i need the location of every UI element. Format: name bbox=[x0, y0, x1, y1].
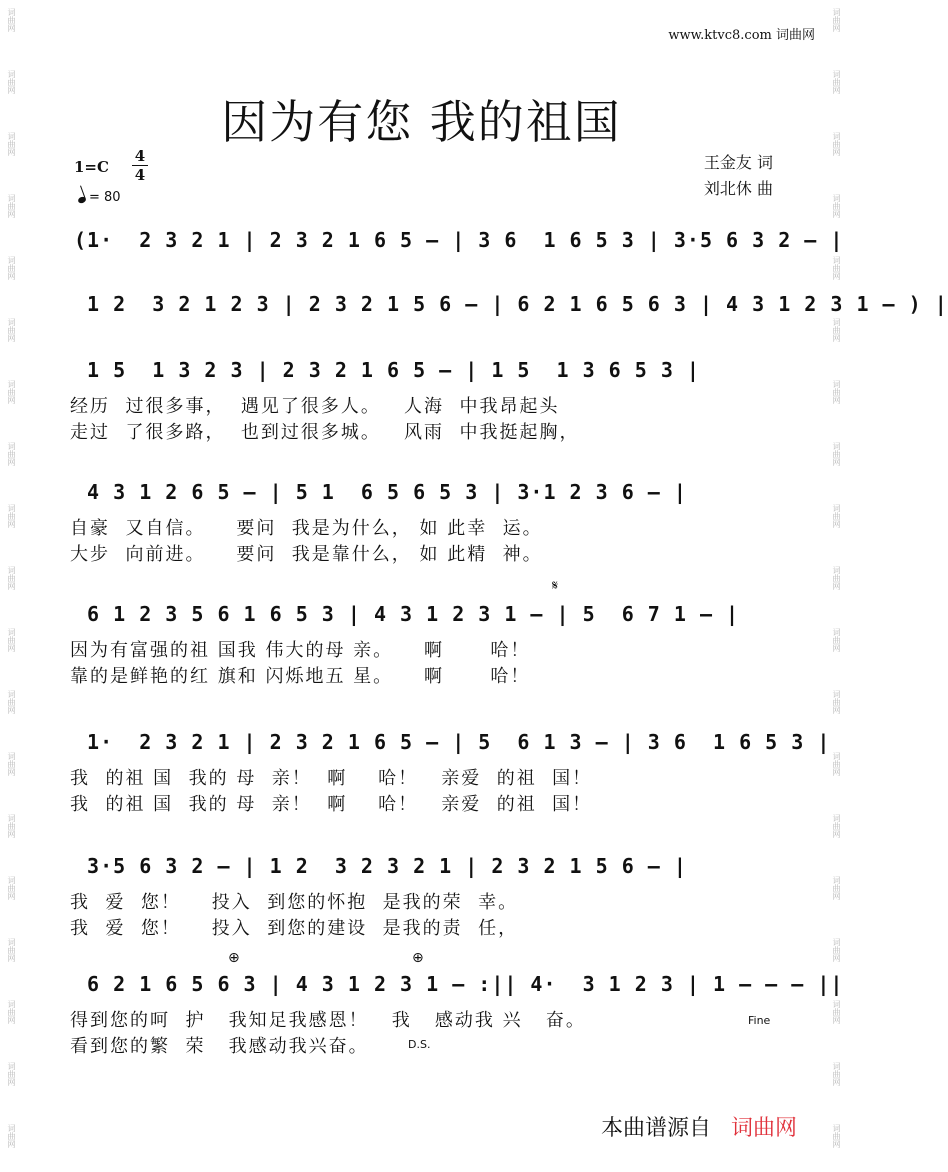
notation-row: 3·5 6 3 2 – | 1 2 3 2 3 2 1 | 2 3 2 1 5 6 – | bbox=[74, 854, 687, 878]
composer-credit: 刘北休 曲 bbox=[703, 179, 773, 198]
watermark-text: 词曲网 bbox=[832, 504, 841, 528]
source-brand-link[interactable]: 词曲网 bbox=[730, 1116, 797, 1141]
watermark-text: 词曲网 bbox=[832, 194, 841, 218]
watermark-text: 词曲网 bbox=[832, 1124, 841, 1148]
time-signature bbox=[132, 148, 148, 183]
segno-mark: 𝄋 bbox=[552, 578, 559, 594]
watermark-text: 词曲网 bbox=[7, 380, 16, 404]
lyric-line: 自豪 又自信。 要问 我是为什么， 如 此幸 运。 bbox=[70, 518, 543, 539]
lyricist-credit: 王金友 词 bbox=[703, 153, 773, 172]
key-signature: 1=C bbox=[74, 158, 109, 176]
coda-mark-2: ⊕ bbox=[412, 950, 424, 966]
watermark-text: 词曲网 bbox=[7, 194, 16, 218]
right-watermark-strip bbox=[827, 0, 841, 1172]
watermark-text: 词曲网 bbox=[7, 132, 16, 156]
watermark-text: 词曲网 bbox=[7, 504, 16, 528]
coda-mark-1: ⊕ bbox=[228, 950, 240, 966]
watermark-text: 词曲网 bbox=[832, 70, 841, 94]
source-label: 本曲谱源自 bbox=[600, 1116, 711, 1141]
watermark-text: 词曲网 bbox=[7, 814, 16, 838]
lyric-line: 我 爱 您！ 投入 到您的建设 是我的责 任， bbox=[70, 918, 519, 939]
watermark-text: 词曲网 bbox=[832, 1062, 841, 1086]
lyric-line: 走过 了很多路， 也到过很多城。 风雨 中我挺起胸， bbox=[70, 422, 580, 443]
watermark-text: 词曲网 bbox=[7, 70, 16, 94]
notation-row: 6 2 1 6 5 6 3 | 4 3 1 2 3 1 – :|| 4· 3 1 2 3 | 1 – – – || bbox=[74, 972, 844, 996]
notation-row: (1· 2 3 2 1 | 2 3 2 1 6 5 – | 3 6 1 6 5 3 | 3·5 6 3 2 – | bbox=[74, 228, 844, 252]
quarter-note-icon bbox=[77, 196, 87, 204]
site-url[interactable]: www.ktvc8.com 词曲网 bbox=[668, 28, 815, 43]
watermark-text: 词曲网 bbox=[832, 566, 841, 590]
watermark-text: 词曲网 bbox=[832, 752, 841, 776]
watermark-text: 词曲网 bbox=[7, 690, 16, 714]
lyric-line: 因为有富强的祖 国我 伟大的母 亲。 啊 哈！ bbox=[70, 640, 531, 661]
left-watermark-strip bbox=[2, 0, 16, 1172]
watermark-text: 词曲网 bbox=[7, 1000, 16, 1024]
watermark-text: 词曲网 bbox=[7, 938, 16, 962]
watermark-text: 词曲网 bbox=[832, 318, 841, 342]
watermark-text: 词曲网 bbox=[832, 442, 841, 466]
watermark-text: 词曲网 bbox=[832, 814, 841, 838]
watermark-text: 词曲网 bbox=[7, 8, 16, 32]
fine-mark: Fine bbox=[748, 1014, 771, 1027]
lyric-line: 大步 向前进。 要问 我是靠什么， 如 此精 神。 bbox=[70, 544, 543, 565]
watermark-text: 词曲网 bbox=[7, 752, 16, 776]
source-footer bbox=[601, 1111, 797, 1142]
watermark-text: 词曲网 bbox=[7, 566, 16, 590]
lyric-line: 经历 过很多事， 遇见了很多人。 人海 中我昂起头 bbox=[70, 396, 560, 417]
lyric-line: 看到您的繁 荣 我感动我兴奋。 bbox=[70, 1036, 369, 1057]
notation-row: 1 5 1 3 2 3 | 2 3 2 1 6 5 – | 1 5 1 3 6 5 3 | bbox=[74, 358, 700, 382]
watermark-text: 词曲网 bbox=[832, 690, 841, 714]
watermark-text: 词曲网 bbox=[832, 256, 841, 280]
watermark-text: 词曲网 bbox=[7, 876, 16, 900]
lyric-line: 我 爱 您！ 投入 到您的怀抱 是我的荣 幸。 bbox=[70, 892, 519, 913]
tempo-marking: = 80 bbox=[78, 190, 121, 205]
notation-row: 1 2 3 2 1 2 3 | 2 3 2 1 5 6 – | 6 2 1 6 5 6 3 | 4 3 1 2 3 1 – ) | bbox=[74, 292, 948, 316]
watermark-text: 词曲网 bbox=[832, 132, 841, 156]
lyric-line: 我 的祖 国 我的 母 亲！ 啊 哈！ 亲爱 的祖 国！ bbox=[70, 768, 593, 789]
lyric-line: 靠的是鲜艳的红 旗和 闪烁地五 星。 啊 哈！ bbox=[70, 666, 531, 687]
watermark-text: 词曲网 bbox=[832, 380, 841, 404]
lyric-line: 得到您的呵 护 我知足我感恩！ 我 感动我 兴 奋。 bbox=[70, 1010, 586, 1031]
watermark-text: 词曲网 bbox=[7, 628, 16, 652]
watermark-text: 词曲网 bbox=[7, 318, 16, 342]
watermark-text: 词曲网 bbox=[832, 8, 841, 32]
watermark-text: 词曲网 bbox=[7, 442, 16, 466]
watermark-text: 词曲网 bbox=[7, 1124, 16, 1148]
watermark-text: 词曲网 bbox=[832, 628, 841, 652]
watermark-text: 词曲网 bbox=[832, 938, 841, 962]
notation-row: 6 1 2 3 5 6 1 6 5 3 | 4 3 1 2 3 1 – | 5 6 7 1 – | bbox=[74, 602, 740, 626]
watermark-text: 词曲网 bbox=[7, 256, 16, 280]
ds-mark: D.S. bbox=[408, 1038, 431, 1051]
watermark-text: 词曲网 bbox=[832, 1000, 841, 1024]
notation-row: 4 3 1 2 6 5 – | 5 1 6 5 6 5 3 | 3·1 2 3 6 – | bbox=[74, 480, 687, 504]
lyric-line: 我 的祖 国 我的 母 亲！ 啊 哈！ 亲爱 的祖 国！ bbox=[70, 794, 593, 815]
song-title: 因为有您 我的祖国 bbox=[221, 95, 622, 149]
time-signature-top: 4 bbox=[134, 147, 146, 165]
watermark-text: 词曲网 bbox=[832, 876, 841, 900]
time-signature-bottom: 4 bbox=[134, 166, 146, 184]
notation-row: 1· 2 3 2 1 | 2 3 2 1 6 5 – | 5 6 1 3 – | 3 6 1 6 5 3 | bbox=[74, 730, 831, 754]
watermark-text: 词曲网 bbox=[7, 1062, 16, 1086]
